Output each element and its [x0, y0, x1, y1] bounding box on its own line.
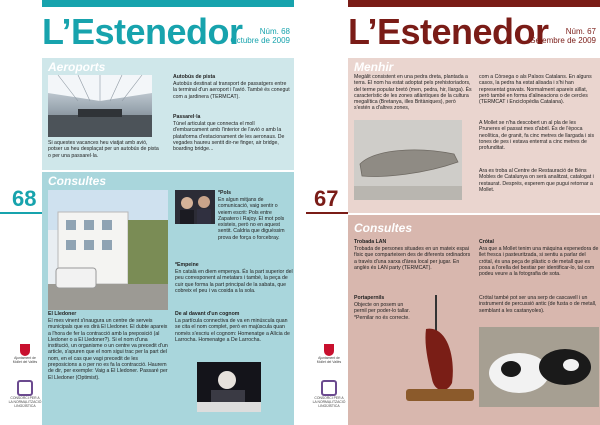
issue-info: [530, 27, 596, 45]
issue-number: Núm. 67: [565, 27, 596, 36]
ajuntament-label: Ajuntament de Mollet del Vallès: [12, 356, 38, 364]
newsletter-title: L’Estenedor: [348, 11, 549, 52]
top-bar: [42, 0, 294, 7]
consultes-panel: [42, 172, 294, 425]
pianist-image: [197, 362, 261, 412]
ajuntament-logo: [316, 344, 342, 364]
left-page: [0, 0, 294, 425]
lan-heading: Trobada LAN: [354, 239, 387, 245]
empeine-heading: *Empeine: [175, 262, 199, 268]
right-page: [306, 0, 600, 425]
lledoner-text: El mes vinent s'inaugura un centre de serveis municipals que es dirà El Lledoner. El dubte apareix a l'hora de fer la contracció amb la preposició (al Lledoner o a El Lledoner?). Si el nom d'una institució, un organisme o un centre va precedit d'un article, s'apuren que el nom sigui trac per la part del nom, en el cas que vagi precedit de les preposicions a o per no es fa la contracció. Haurem de dir, per exemple: Vaig a El Lledoner. Passaré per El Lledoner (Optimist).: [48, 318, 168, 381]
empeine-text: En català en diem empenya. És la part superior del peu corresponent al metatars i també, la peça de cuir que forma la part principal de la sabata, que cobreix el peu i va cosida a la sola.: [175, 269, 293, 294]
portapernils-heading: Portapernils: [354, 295, 385, 301]
menhir-stone-image: [354, 120, 462, 200]
cows-image: [479, 327, 599, 407]
consorci-label: CONSORCI PER A LA NORMALITZACIÓ LINGÜÍSTICA: [8, 396, 42, 408]
menhir-text-col4: Ara es troba al Centre de Restauració de Béns Mobles de Catalunya on serà analitzat, catalogat i restaurat. Després, esperem que pugui retornar a Mollet.: [479, 168, 594, 193]
cognom-text: La partícula connectiva de va en minúscula quan se cita el nom complet, però en majúscula quan només s'escriu el cognom: Homenatge a Alícia de Larrocha. Homenatge a De Larrocha.: [175, 318, 290, 343]
newsletter-title: L’Estenedor: [42, 11, 243, 52]
ajuntament-label: Ajuntament de Mollet del Vallès: [316, 356, 342, 364]
consorci-label: CONSORCI PER A LA NORMALITZACIÓ LINGÜÍSTICA: [312, 396, 346, 408]
menhir-text-col3: A Mollet se n'ha descobert un al pla de les Pruneres el passat mes d'abril. És de l'època neolítica, de granit, fa cinc metres de llargada i sis tones de pes i estava enterrat a cinc metres de profunditat.: [479, 120, 595, 152]
lledoner-heading: El Lledoner: [48, 311, 77, 317]
building-photo: [48, 190, 168, 310]
page-number-line: [0, 212, 42, 214]
top-bar: [348, 0, 600, 7]
politicians-photo: [175, 190, 215, 224]
cpnl-icon: [321, 380, 337, 396]
menhir-panel: [348, 58, 600, 213]
cows-photo: [479, 327, 599, 407]
passarel-heading: Passarel·la: [173, 114, 201, 120]
airport-photo: [48, 75, 152, 137]
ajuntament-logo: [12, 344, 38, 364]
section-title: Consultes: [354, 221, 413, 235]
consultes-panel: [348, 215, 600, 425]
cpnl-icon: [17, 380, 33, 396]
section-title: Consultes: [48, 174, 107, 188]
crotal-text: Ara que a Mollet tenim una màquina expenedora de llet fresca i pasteuritzada, si sentiu a parlar del crótal, és una peça de plàstic o de metall que es posa a l'orella del bestiar per identificar-lo, tal com podeu veure a la fotografia de sota.: [479, 246, 599, 278]
page-number-line: [306, 212, 348, 214]
building-image: [48, 190, 168, 310]
passarel-text: Túnel articulat que connecta el moll d'embarcament amb l'interior de l'avió o amb la plataforma d'estacionament de les aeronaus. De vegades haureu sentit dir-ne finger, air bridge, boarding bridge...: [173, 121, 285, 153]
pols-text: En algun mitjans de comunicació, vaig sentir o veiem escrit: Pols entre Zapatero i Rajoy. El mot pols existeix, però no en aquest sentit. Caldria que diguéssim prova de força o forcebray.: [218, 197, 285, 241]
coat-of-arms-icon: [20, 344, 30, 356]
consorci-logo: [312, 380, 346, 408]
section-title: Aeroports: [48, 60, 106, 74]
coat-of-arms-icon: [324, 344, 334, 356]
menhir-photo: [354, 120, 462, 200]
page-number: 67: [314, 186, 339, 211]
issue-info: [230, 27, 290, 45]
issue-date: Octubre de 2009: [230, 36, 290, 45]
issue-number: Núm. 68: [259, 27, 290, 36]
consorci-logo: [8, 380, 42, 408]
ham-holder-image: [406, 295, 474, 405]
page-gutter: [294, 0, 306, 425]
portrait-image: [175, 190, 215, 224]
pianist-photo: [197, 362, 261, 412]
airport-terminal-image: [48, 75, 152, 137]
crotal-heading: Crótal: [479, 239, 494, 245]
lan-text: Trobada de persones situades en un mateix espai físic que comparteixen des de diferents ordinadors a través d'una xarxa d'àrea local per jugar. En anglès és LAN party (TERMCAT).: [354, 246, 471, 271]
section-title: Menhir: [354, 60, 394, 74]
pols-heading: *Pols: [218, 190, 231, 196]
aeroports-panel: [42, 58, 294, 170]
issue-date: Setembre de 2009: [530, 36, 596, 45]
autobus-text: Autobús destinat al transport de passatgers entre la terminal d'un aeroport i l'avió. També és conegut com a jardinera (TERMCAT).: [173, 81, 290, 100]
crotal-text-2: Crótal també pot ser una serp de cascavell i un instrument de percussió antic (de fusta o de metall, semblant a les castanyoles).: [479, 295, 597, 314]
menhir-text-col1: Megàlit consistent en una pedra dreta, plantada a terra. El nom ha estat adoptat pels prehistoriadors, del terme popular bretó (men, pedra, hir, llarga). És característic de les zones atlàntiques de la cultura megalítica (Bretanya, illes Britàniques), però s'estén a d'altres zones,: [354, 74, 472, 112]
aero-caption: Si aquestes vacances heu viatjat amb avió, potser us heu desplaçat per un autobús de pista o per una passarel·la.: [48, 140, 159, 159]
autobus-heading: Autobús de pista: [173, 74, 216, 80]
page-number: 68: [12, 186, 37, 211]
cognom-heading: De al davant d'un cognom: [175, 311, 240, 317]
ham-holder-photo: [406, 295, 474, 405]
menhir-text-col2: com a Còrsega o als Països Catalans. En alguns casos, la pedra ha estat alisada i s'hi han representat gravats. Normalment apareix aïllat, però també en forma d'alineacions o de cercles (TERMCAT i Enciclopèdia Catalana).: [479, 74, 592, 106]
portapernils-text: Objecte on posem un pernil per poder-lo tallar. *Pernilar no és correcte.: [354, 302, 410, 321]
